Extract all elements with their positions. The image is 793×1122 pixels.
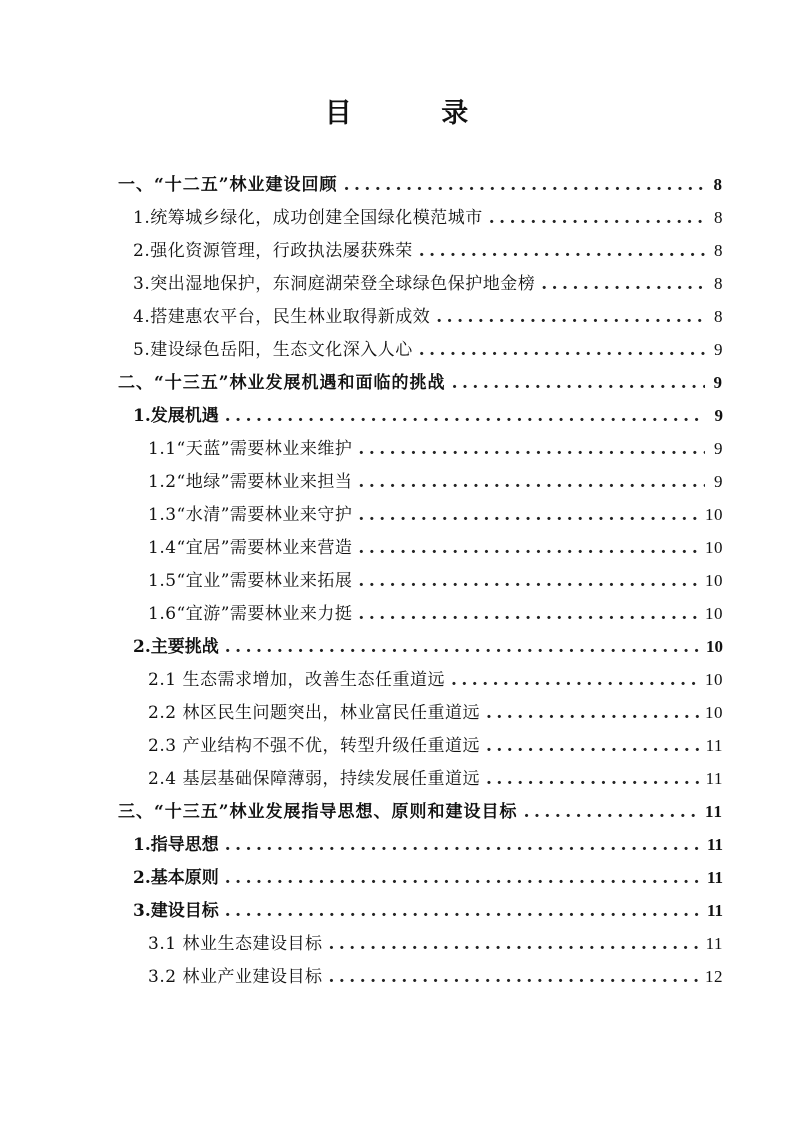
toc-entry-section-1[interactable]	[118, 168, 723, 201]
toc-entry-page: 11	[706, 868, 723, 887]
dot-leader	[451, 664, 699, 697]
toc-entry-title: 4.搭建惠农平台，民生林业取得新成效	[133, 307, 431, 327]
toc-entry-page: 8	[714, 274, 723, 293]
toc-entry-page: 9	[714, 340, 723, 359]
toc-entry-3-1[interactable]	[133, 828, 723, 861]
toc-entry-title: 3.突出湿地保护，东洞庭湖荣登全球绿色保护地金榜	[133, 274, 536, 294]
toc-entry-2-1-4[interactable]	[148, 531, 723, 564]
toc-entry-page: 10	[705, 703, 723, 722]
dot-leader	[358, 598, 699, 631]
toc-entry-1-2[interactable]	[133, 234, 723, 267]
toc-entry-page: 9	[713, 373, 723, 392]
toc-entry-2-2-2[interactable]	[148, 696, 723, 729]
dot-leader	[225, 400, 705, 433]
toc-entry-2-1-5[interactable]	[148, 564, 723, 597]
toc-entry-page: 11	[705, 769, 723, 788]
dot-leader	[225, 862, 701, 895]
dot-leader	[358, 466, 705, 499]
toc-entry-2-2-1[interactable]	[148, 663, 723, 696]
dot-leader	[358, 565, 699, 598]
dot-leader	[419, 334, 705, 367]
toc-entry-title: 2.1 生态需求增加，改善生态任重道远	[148, 670, 445, 690]
toc-entry-1-5[interactable]	[133, 333, 723, 366]
toc-entry-page: 10	[705, 538, 723, 557]
toc-entry-section-2[interactable]	[118, 366, 723, 399]
toc-entry-1-4[interactable]	[133, 300, 723, 333]
toc-entry-section-3[interactable]	[118, 795, 723, 828]
toc-entry-title: 1.6“宜游”需要林业来力挺	[148, 604, 353, 624]
toc-entry-title: 二、“十三五”林业发展机遇和面临的挑战	[118, 373, 446, 393]
dot-leader	[452, 367, 705, 400]
toc-entry-title: 2.基本原则	[133, 868, 219, 888]
dot-leader	[489, 202, 705, 235]
toc-entry-3-3-1[interactable]	[148, 927, 723, 960]
toc-entry-title: 3.1 林业生态建设目标	[148, 934, 323, 954]
toc-entry-title: 1.2“地绿”需要林业来担当	[148, 472, 353, 492]
toc-entry-2-1-3[interactable]	[148, 498, 723, 531]
toc-entry-page: 9	[714, 439, 723, 458]
toc-entry-page: 11	[705, 934, 723, 953]
toc-entry-title: 2.3 产业结构不强不优，转型升级任重道远	[148, 736, 480, 756]
toc-entry-1-3[interactable]	[133, 267, 723, 300]
toc-entry-page: 10	[706, 637, 723, 656]
toc-entry-page: 8	[714, 208, 723, 227]
dot-leader	[225, 895, 701, 928]
toc-entry-2-2-3[interactable]	[148, 729, 723, 762]
dot-leader	[358, 433, 705, 466]
toc-entry-page: 9	[714, 406, 723, 425]
toc-entry-title: 1.指导思想	[133, 835, 219, 855]
toc-entry-page: 8	[714, 241, 723, 260]
toc-entry-title: 三、“十三五”林业发展指导思想、原则和建设目标	[118, 802, 518, 822]
toc-entry-title: 1.4“宜居”需要林业来营造	[148, 538, 353, 558]
toc-entry-title: 1.3“水清”需要林业来守护	[148, 505, 353, 525]
toc-entry-page: 11	[706, 901, 723, 920]
page-title: 目 录	[324, 98, 509, 129]
toc-entry-title: 一、“十二五”林业建设回顾	[118, 175, 338, 195]
toc-entry-2-1-2[interactable]	[148, 465, 723, 498]
toc-entry-title: 5.建设绿色岳阳，生态文化深入人心	[133, 340, 413, 360]
toc-entry-2-2-4[interactable]	[148, 762, 723, 795]
toc-entry-title: 1.统筹城乡绿化，成功创建全国绿化模范城市	[133, 208, 483, 228]
toc-entry-3-2[interactable]	[133, 861, 723, 894]
dot-leader	[344, 169, 705, 202]
toc-entry-page: 8	[714, 307, 723, 326]
dot-leader	[524, 796, 699, 829]
toc-entry-title: 2.强化资源管理，行政执法屡获殊荣	[133, 241, 413, 261]
toc-entry-2-1-1[interactable]	[148, 432, 723, 465]
toc-entry-page: 11	[706, 835, 723, 854]
dot-leader	[436, 301, 705, 334]
toc-entry-page: 11	[704, 802, 723, 821]
toc-entry-2-2[interactable]	[133, 630, 723, 663]
dot-leader	[358, 532, 699, 565]
toc-entry-page: 11	[705, 736, 723, 755]
dot-leader	[358, 499, 699, 532]
toc-entry-3-3-2[interactable]	[148, 960, 723, 993]
toc-entry-1-1[interactable]	[133, 201, 723, 234]
toc-entry-2-1[interactable]	[133, 399, 723, 432]
toc-entry-page: 10	[705, 604, 723, 623]
toc-entry-page: 8	[713, 175, 723, 194]
toc-entry-page: 9	[714, 472, 723, 491]
toc-entry-2-1-6[interactable]	[148, 597, 723, 630]
toc-entry-page: 12	[705, 967, 723, 986]
toc-entry-page: 10	[705, 505, 723, 524]
toc-entry-title: 2.2 林区民生问题突出，林业富民任重道远	[148, 703, 480, 723]
dot-leader	[225, 829, 701, 862]
toc-entry-title: 1.5“宜业”需要林业来拓展	[148, 571, 353, 591]
toc-entry-3-3[interactable]	[133, 894, 723, 927]
toc-entry-title: 1.发展机遇	[133, 406, 219, 426]
toc-entry-page: 10	[705, 670, 723, 689]
dot-leader	[541, 268, 705, 301]
dot-leader	[328, 928, 699, 961]
dot-leader	[486, 730, 700, 763]
toc-entry-title: 3.2 林业产业建设目标	[148, 967, 323, 987]
dot-leader	[419, 235, 705, 268]
dot-leader	[225, 631, 700, 664]
toc-entry-page: 10	[705, 571, 723, 590]
dot-leader	[328, 961, 699, 994]
dot-leader	[486, 763, 700, 796]
dot-leader	[486, 697, 699, 730]
toc-entry-title: 2.主要挑战	[133, 637, 219, 657]
toc-entry-title: 3.建设目标	[133, 901, 219, 921]
toc-entry-title: 2.4 基层基础保障薄弱，持续发展任重道远	[148, 769, 480, 789]
toc-entry-title: 1.1“天蓝”需要林业来维护	[148, 439, 353, 459]
